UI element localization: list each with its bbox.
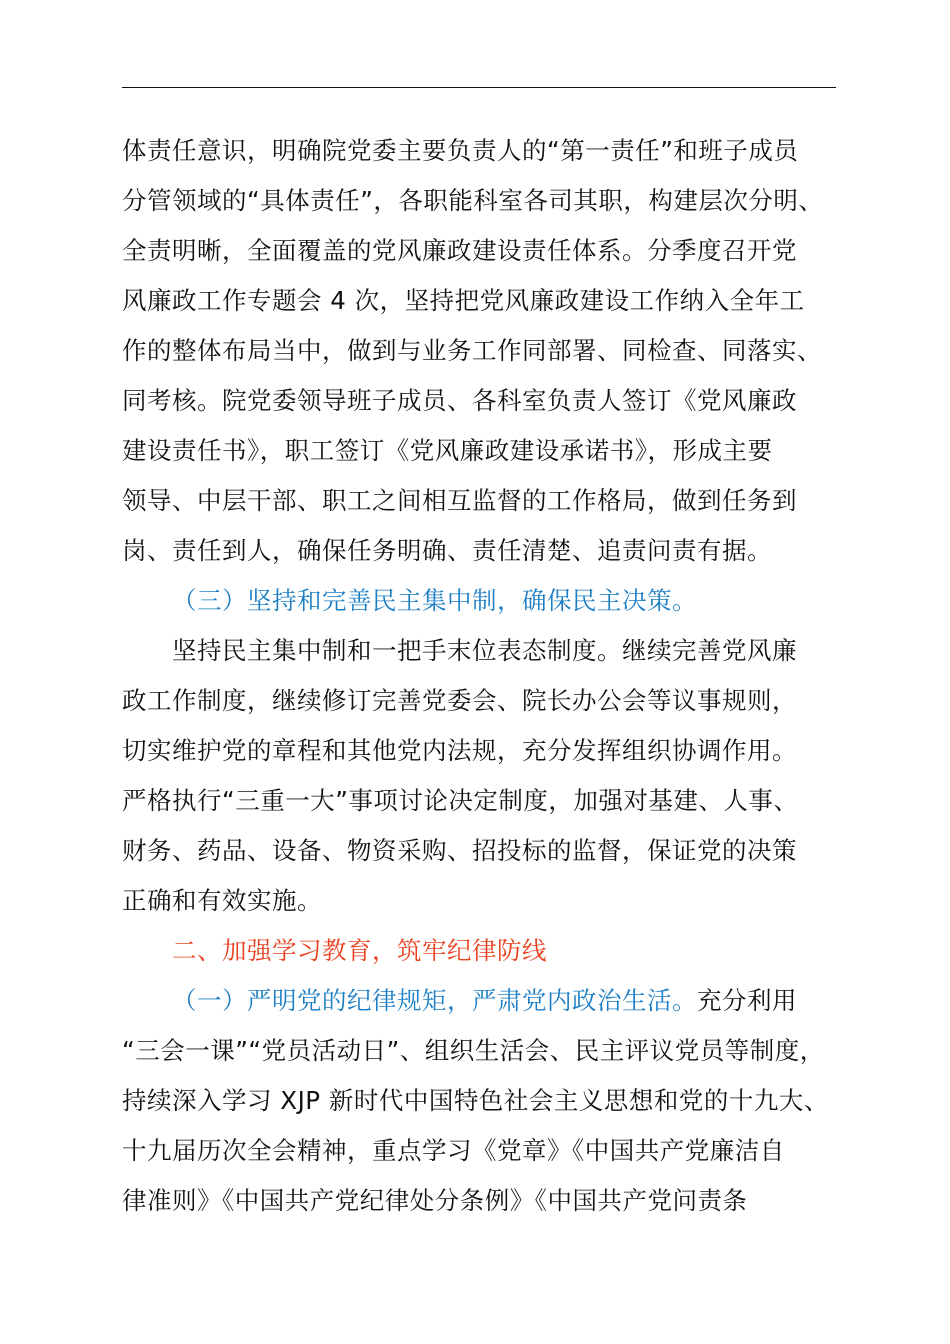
document-body bbox=[122, 126, 872, 1226]
body-line: 严格执行“三重一大”事项讨论决定制度，加强对基建、人事、 bbox=[122, 786, 799, 815]
subheading-3: （三）坚持和完善民主集中制，确保民主决策。 bbox=[172, 586, 697, 615]
body-line: 正确和有效实施。 bbox=[122, 886, 322, 915]
body-line: 坚持民主集中制和一把手末位表态制度。继续完善党风廉 bbox=[172, 636, 797, 665]
body-line: 岗、责任到人，确保任务明确、责任清楚、追责问责有据。 bbox=[122, 536, 772, 565]
body-line: 财务、药品、设备、物资采购、招投标的监督，保证党的决策 bbox=[122, 836, 797, 865]
body-line: 十九届历次全会精神，重点学习《党章》《中国共产党廉洁自 bbox=[122, 1136, 785, 1165]
body-line: 持续深入学习 XJP 新时代中国特色社会主义思想和党的十九大、 bbox=[122, 1086, 829, 1115]
body-line: 领导、中层干部、职工之间相互监督的工作格局，做到任务到 bbox=[122, 486, 797, 515]
subheading-1: （一）严明党的纪律规矩，严肃党内政治生活。 bbox=[172, 986, 697, 1015]
body-line: 作的整体布局当中，做到与业务工作同部署、同检查、同落实、 bbox=[122, 336, 822, 365]
body-line: “三会一课”“党员活动日”、组织生活会、民主评议党员等制度， bbox=[122, 1036, 825, 1065]
body-line: 体责任意识，明确院党委主要负责人的“第一责任”和班子成员 bbox=[122, 136, 799, 165]
body-line: 政工作制度，继续修订完善党委会、院长办公会等议事规则， bbox=[122, 686, 797, 715]
subheading-1-tail: 充分利用 bbox=[697, 986, 797, 1015]
body-line: 切实维护党的章程和其他党内法规，充分发挥组织协调作用。 bbox=[122, 736, 797, 765]
section-heading-2: 二、加强学习教育，筑牢纪律防线 bbox=[172, 936, 547, 965]
header-rule bbox=[122, 87, 836, 88]
body-line: 建设责任书》，职工签订《党风廉政建设承诺书》，形成主要 bbox=[122, 436, 773, 465]
body-line: 全责明晰，全面覆盖的党风廉政建设责任体系。分季度召开党 bbox=[122, 236, 797, 265]
body-line: 风廉政工作专题会 4 次，坚持把党风廉政建设工作纳入全年工 bbox=[122, 286, 805, 315]
body-line: 律准则》《中国共产党纪律处分条例》《中国共产党问责条 bbox=[122, 1186, 748, 1215]
body-line: 同考核。院党委领导班子成员、各科室负责人签订《党风廉政 bbox=[122, 386, 797, 415]
subheading-1-line bbox=[122, 976, 872, 1026]
body-line: 分管领域的“具体责任”，各职能科室各司其职，构建层次分明、 bbox=[122, 186, 824, 215]
